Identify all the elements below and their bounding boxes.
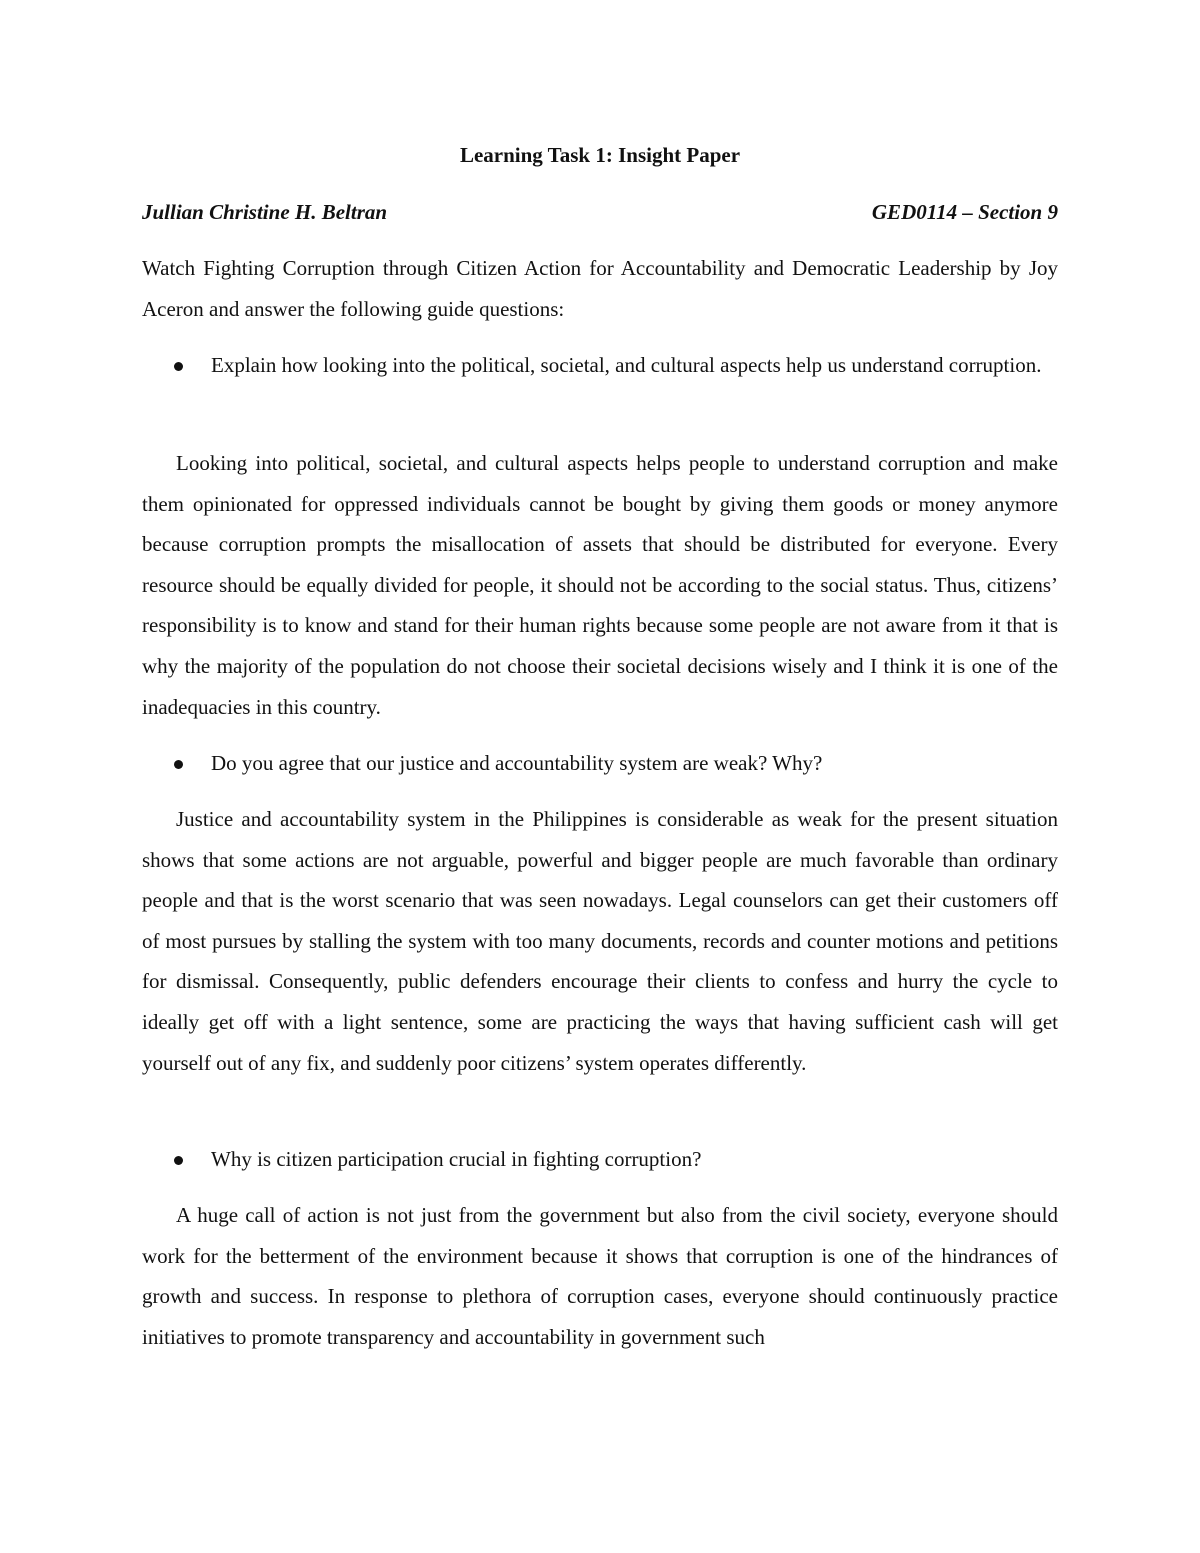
author-name: Jullian Christine H. Beltran: [142, 200, 388, 224]
bullet-icon: [142, 1139, 211, 1180]
guide-question-2: [142, 743, 1058, 784]
answer-paragraph-1: Looking into political, societal, and cultural aspects helps people to understand corruption and make them opinionated for oppressed individuals cannot be bought by giving them goods or money anymore because corruption prompts the misallocation of assets that should be distributed for everyone. Every resource should be equally divided for people, it should not be according to the social status. Thus, citizens’ responsibility is to know and stand for their human rights because some people are not aware from it that is why the majority of the population do not choose their societal decisions wisely and I think it is one of the inadequacies in this country.: [142, 451, 1058, 719]
document-title: Learning Task 1: Insight Paper: [459, 143, 741, 167]
question-text: Explain how looking into the political, societal, and cultural aspects help us understand corruption.: [211, 353, 1042, 377]
intro-paragraph: Watch Fighting Corruption through Citizen Action for Accountability and Democratic Leadership by Joy Aceron and answer the following guide questions:: [142, 256, 1058, 321]
question-text: Why is citizen participation crucial in fighting corruption?: [211, 1147, 702, 1171]
answer-paragraph-3: A huge call of action is not just from the government but also from the civil society, everyone should work for the betterment of the environment because it shows that corruption is one of the hindrances of growth and success. In response to plethora of corruption cases, everyone should continuously practice initiatives to promote transparency and accountability in government such: [142, 1203, 1058, 1349]
byline: [142, 197, 1058, 227]
course-section: GED0114 – Section 9: [871, 200, 1058, 224]
question-text: Do you agree that our justice and accountability system are weak? Why?: [211, 751, 823, 775]
guide-question-3: [142, 1139, 1058, 1180]
bullet-icon: [142, 345, 211, 386]
paper-page: [142, 0, 1058, 1553]
bullet-icon: [142, 743, 211, 784]
answer-paragraph-2: Justice and accountability system in the Philippines is considerable as weak for the present situation shows that some actions are not arguable, powerful and bigger people are much favorable than ordinary people and that is the worst scenario that was seen nowadays. Legal counselors can get their customers off of most pursues by stalling the system with too many documents, records and counter motions and petitions for dismissal. Consequently, public defenders encourage their clients to confess and hurry the cycle to ideally get off with a light sentence, some are practicing the ways that having sufficient cash will get yourself out of any fix, and suddenly poor citizens’ system operates differently.: [142, 807, 1058, 1075]
guide-question-1: [142, 345, 1058, 386]
